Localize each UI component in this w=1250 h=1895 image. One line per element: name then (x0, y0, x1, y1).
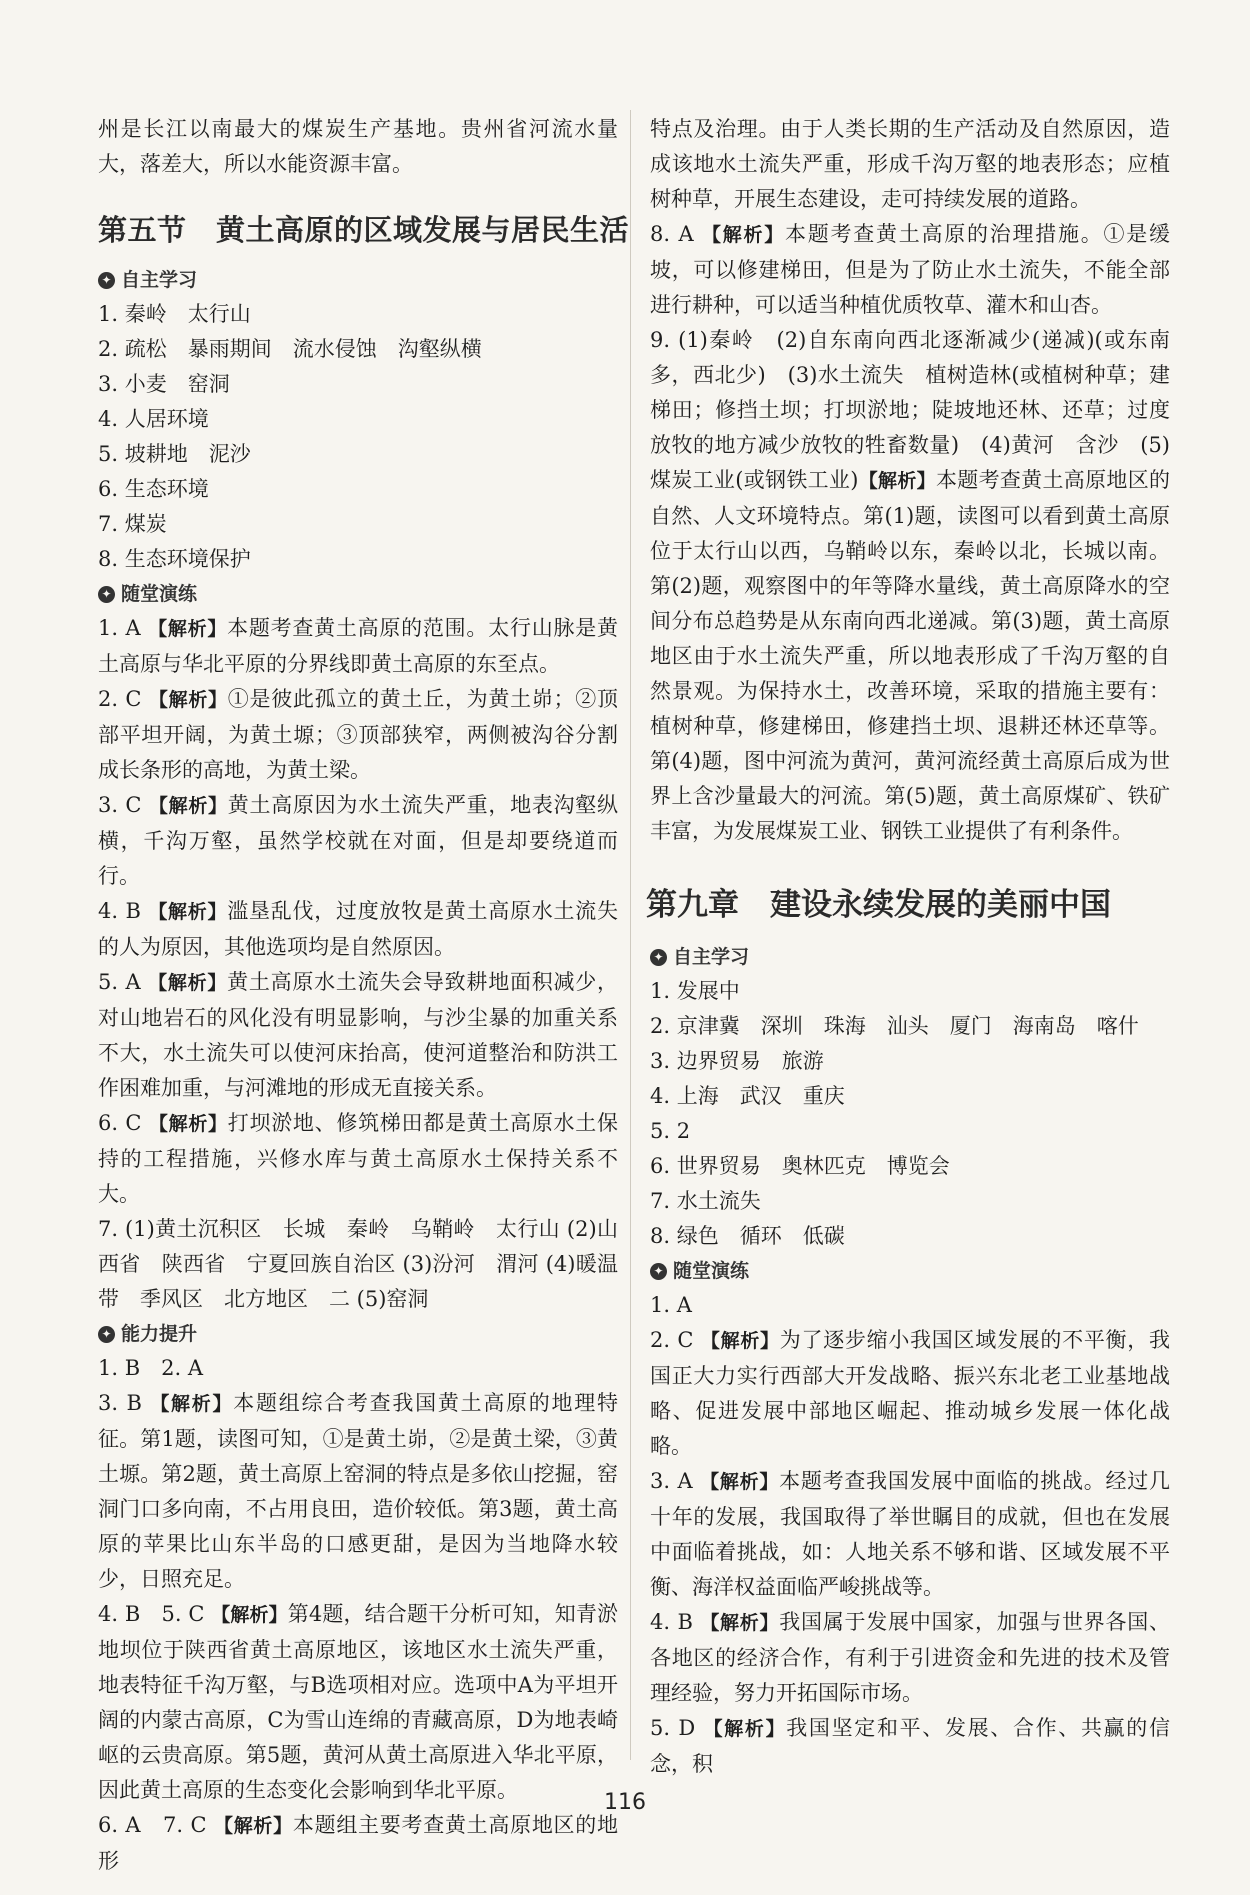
analysis-tag: 【解析】 (148, 795, 228, 817)
explanation-text: 本题考查黄土高原的治理措施。①是缓坡，可以修建梯田，但是为了防止水土流失，不能全部进行耕种，可以适当种植优质牧草、灌木和山杏。 (650, 222, 1170, 317)
answer-explanation (650, 1464, 1170, 1605)
star-icon: ✦ (650, 1263, 667, 1280)
star-icon: ✦ (650, 949, 667, 966)
continued-paragraph: 特点及治理。由于人类长期的生产活动及自然原因，造成该地水土流失严重，形成千沟万壑的地表形态；应植树种草，开展生态建设，走可持续发展的道路。 (650, 117, 1170, 211)
answer-explanation (98, 611, 618, 682)
explanation-text: 本题组主要考查黄土高原地区的地形 (98, 1813, 619, 1873)
analysis-tag: 【解析】 (700, 1330, 780, 1352)
answer-explanation (98, 965, 618, 1106)
answer-item: 4. 人居环境 (98, 407, 209, 431)
answer-item-q7: 7. (1)黄土沉积区 长城 秦岭 乌鞘岭 太行山 (2)山西省 陕西省 宁夏回族自治区 (3)汾河 渭河 (4)暖温带 季风区 北方地区 二 (5)窑洞 (98, 1217, 618, 1311)
explanation-text: ①是彼此孤立的黄土丘，为黄土峁；②顶部平坦开阔，为黄土塬；③顶部狭窄，两侧被沟谷分割成长条形的高地，为黄土梁。 (98, 687, 618, 782)
explanation-text: 黄土高原水土流失会导致耕地面积减少，对山地岩石的风化没有明显影响，与沙尘暴的加重关系不大，水土流失可以使河床抬高，使河道整治和防洪工作困难加重，与河滩地的形成无直接关系。 (98, 970, 618, 1100)
star-icon: ✦ (98, 1326, 115, 1343)
answer-text: 9. (1)秦岭 (2)自东南向西北逐渐减少(递减)(或东南多，西北少) (3)水土流失 植树造林(或植树种草；建梯田；修挡土坝；打坝淤地；陡坡地还林、还草；过度放牧的地方减少放牧的牲畜数量) (4)黄河 含沙 (5)煤炭工业(或钢铁工业) (650, 328, 1170, 492)
answer-item: 5. 坡耕地 泥沙 (98, 442, 251, 466)
analysis-tag: 【解析】 (702, 224, 786, 246)
answer-explanation (98, 1386, 618, 1597)
answer-explanation (650, 217, 1170, 323)
self-study-label: 自主学习 (121, 269, 198, 291)
answer-number: 2. C (98, 687, 142, 711)
answer-item: 8. 生态环境保护 (98, 547, 251, 571)
answer-item: 2. 京津冀 深圳 珠海 汕头 厦门 海南岛 喀什 (650, 1014, 1139, 1038)
analysis-tag: 【解析】 (858, 470, 936, 492)
answer-number: 3. B (98, 1391, 142, 1415)
practice-label: 随堂演练 (673, 1260, 750, 1282)
explanation-text: 为了逐步缩小我国区域发展的不平衡，我国正大力实行西部大开发战略、振兴东北老工业基地战略、促进发展中部地区崛起、推动城乡发展一体化战略。 (650, 1328, 1170, 1458)
answer-number: 5. D (650, 1716, 696, 1740)
explanation-text: 本题考查我国发展中面临的挑战。经过几十年的发展，我国取得了举世瞩目的成就，但也在发展中面临着挑战，如：人地关系不够和谐、区域发展不平衡、海洋权益面临严峻挑战等。 (650, 1469, 1170, 1599)
answer-item: 7. 煤炭 (98, 512, 167, 536)
analysis-tag: 【解析】 (700, 1471, 780, 1493)
section-title: 第五节 黄土高原的区域发展与居民生活 (98, 213, 630, 247)
explanation-text: 滥垦乱伐，过度放牧是黄土高原水土流失的人为原因，其他选项均是自然原因。 (98, 899, 618, 959)
column-divider (630, 110, 631, 1760)
practice-label: 随堂演练 (121, 583, 198, 605)
answer-item: 3. 小麦 窑洞 (98, 372, 230, 396)
answer-item: 5. 2 (650, 1119, 691, 1143)
practice-heading (650, 1254, 1170, 1288)
star-icon: ✦ (98, 586, 115, 603)
answer-explanation (650, 1711, 1170, 1782)
explanation-text: 我国属于发展中国家，加强与世界各国、各地区的经济合作，有利于引进资金和先进的技术及管理经验，努力开拓国际市场。 (650, 1610, 1170, 1705)
chapter-title: 第九章 建设永续发展的美丽中国 (646, 887, 1111, 923)
page-number: 116 (604, 1790, 646, 1815)
explanation-text: 黄土高原因为水土流失严重，地表沟壑纵横，千沟万壑，虽然学校就在对面，但是却要绕道而行。 (98, 793, 618, 888)
explanation-text: 打坝淤地、修筑梯田都是黄土高原水土保持的工程措施，兴修水库与黄土高原水土保持关系不大。 (98, 1111, 618, 1206)
answer-explanation-q9 (650, 323, 1170, 849)
answer-number: 2. C (650, 1328, 694, 1352)
analysis-tag: 【解析】 (211, 1604, 288, 1626)
analysis-tag: 【解析】 (213, 1815, 293, 1837)
explanation-text: 本题考查黄土高原地区的自然、人文环境特点。第(1)题，读图可以看到黄土高原位于太行山以西，乌鞘岭以东，秦岭以北，长城以南。第(2)题，观察图中的年等降水量线，黄土高原降水的空间分布总趋势是从东南向西北递减。第(3)题，黄土高原地区由于水土流失严重，所以地表形成了千沟万壑的自然景观。为保持水土，改善环境，采取的措施主要有：植树种草，修建梯田，修建挡土坝、退耕还林还草等。第(4)题，图中河流为黄河，黄河流经黄土高原后成为世界上含沙量最大的河流。第(5)题，黄土高原煤矿、铁矿丰富，为发展煤炭工业、钢铁工业提供了有利条件。 (650, 468, 1171, 843)
answer-explanation (98, 788, 618, 894)
answer-explanation (98, 894, 618, 965)
answer-number: 4. B (650, 1610, 693, 1634)
intro-paragraph: 州是长江以南最大的煤炭生产基地。贵州省河流水量大，落差大，所以水能资源丰富。 (98, 117, 618, 176)
self-study-heading (650, 940, 1170, 974)
answer-number: 8. A (650, 222, 694, 246)
answer-item: 1. B 2. A (98, 1356, 204, 1380)
answer-number: 6. A 7. C (98, 1813, 207, 1837)
answer-item: 7. 水土流失 (650, 1189, 761, 1213)
answer-explanation (650, 1323, 1170, 1464)
answer-item: 4. 上海 武汉 重庆 (650, 1084, 845, 1108)
analysis-tag: 【解析】 (700, 1612, 780, 1634)
self-study-heading (98, 263, 618, 297)
answer-explanation (98, 1106, 618, 1212)
analysis-tag: 【解析】 (148, 972, 228, 994)
analysis-tag: 【解析】 (148, 1113, 228, 1135)
answer-item: 1. 秦岭 太行山 (98, 302, 251, 326)
answer-explanation (98, 1597, 618, 1808)
answer-explanation (98, 682, 618, 788)
answer-item: 6. 世界贸易 奥林匹克 博览会 (650, 1154, 950, 1178)
answer-explanation (98, 1808, 618, 1879)
answer-number: 5. A (98, 970, 141, 994)
answer-item: 2. 疏松 暴雨期间 流水侵蚀 沟壑纵横 (98, 337, 482, 361)
explanation-text: 第4题，结合题干分析可知，知青淤地坝位于陕西省黄土高原地区，该地区水土流失严重，地表特征千沟万壑，与B选项相对应。选项中A为平坦开阔的内蒙古高原，C为雪山连绵的青藏高原，D为地表崎岖的云贵高原。第5题，黄河从黄土高原进入华北平原，因此黄土高原的生态变化会影响到华北平原。 (98, 1602, 618, 1802)
explanation-text: 本题考查黄土高原的范围。太行山脉是黄土高原与华北平原的分界线即黄土高原的东至点。 (98, 616, 618, 676)
answer-item: 1. A (650, 1293, 692, 1317)
practice-heading (98, 577, 618, 611)
self-study-label: 自主学习 (673, 946, 750, 968)
answer-item: 3. 边界贸易 旅游 (650, 1049, 824, 1073)
analysis-tag: 【解析】 (150, 1393, 234, 1415)
ability-heading (98, 1317, 618, 1351)
answer-number: 3. A (650, 1469, 693, 1493)
answer-number: 4. B 5. C (98, 1602, 205, 1626)
right-column (646, 112, 1171, 1782)
analysis-tag: 【解析】 (148, 618, 228, 640)
ability-label: 能力提升 (121, 1323, 198, 1345)
explanation-text: 本题组综合考查我国黄土高原的地理特征。第1题，读图可知，①是黄土峁，②是黄土梁，③黄土塬。第2题，黄土高原上窑洞的特点是多依山挖掘，窑洞门口多向南，不占用良田，造价较低。第3题，黄土高原的苹果比山东半岛的口感更甜，是因为当地降水较少，日照充足。 (98, 1391, 618, 1591)
analysis-tag: 【解析】 (148, 689, 228, 711)
answer-number: 1. A (98, 616, 141, 640)
answer-item: 8. 绿色 循环 低碳 (650, 1224, 845, 1248)
answer-number: 6. C (98, 1111, 142, 1135)
answer-item: 6. 生态环境 (98, 477, 209, 501)
star-icon: ✦ (98, 272, 115, 289)
analysis-tag: 【解析】 (703, 1718, 787, 1740)
explanation-text: 我国坚定和平、发展、合作、共赢的信念，积 (650, 1716, 1170, 1776)
answer-item: 1. 发展中 (650, 979, 740, 1003)
answer-number: 4. B (98, 899, 141, 923)
answer-explanation (650, 1605, 1170, 1711)
answer-number: 3. C (98, 793, 142, 817)
analysis-tag: 【解析】 (148, 901, 228, 923)
